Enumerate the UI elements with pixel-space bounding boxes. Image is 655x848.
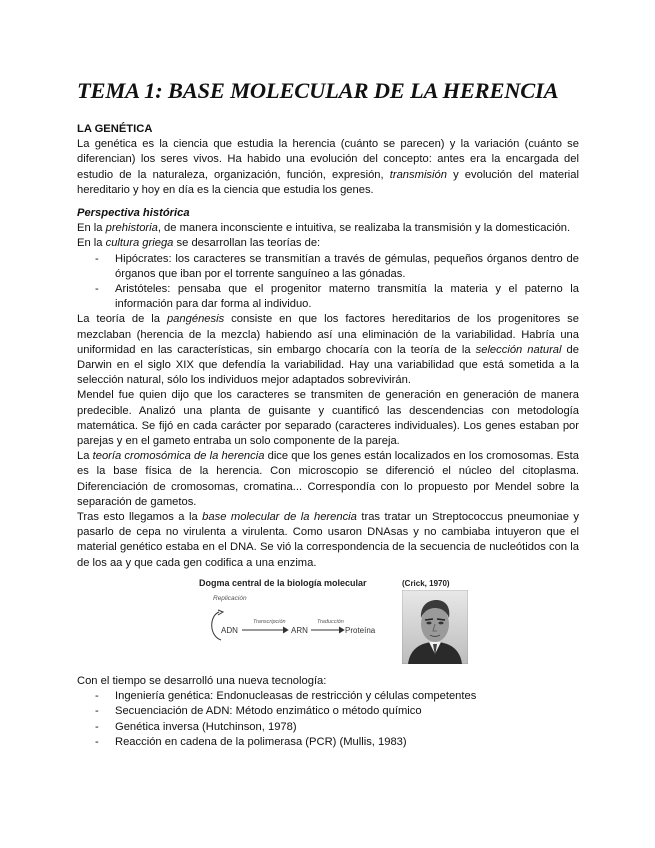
list-item-text: Hipócrates: los caracteres se transmitían a través de gémulas, pequeños órganos dentro de órganos que iban por el torrente sanguíneo a las gónadas. — [115, 252, 579, 280]
adn-label: ADN — [221, 625, 238, 635]
text-run: En la — [77, 222, 106, 235]
section-heading-perspectiva: Perspectiva histórica — [77, 207, 190, 220]
text-run: y evolución del material hereditario y hoy en día es la ciencia que estudia los genes. — [77, 168, 580, 196]
text-run: En la — [77, 237, 106, 250]
figure-title: Dogma central de la biología molecular — [199, 577, 367, 588]
list-item-text: Aristóteles: pensaba que el progenitor materno transmitía la materia y el paterno la información para dar forma al individuo. — [115, 283, 579, 311]
arn-label: ARN — [291, 625, 308, 635]
section-heading-genetica: LA GENÉTICA — [77, 123, 153, 135]
paragraph-genetica — [77, 137, 579, 198]
replication-label: Replicación — [213, 594, 247, 602]
list-item — [77, 704, 579, 719]
dash-bullet: - — [95, 252, 99, 265]
transcription-arrowhead — [283, 627, 288, 633]
text-run: dice que los genes están localizados en los cromosomas. Esta es la base física de la herencia. Con microscopio se diferenció el núcleo del citoplasma. Diferenciación de cromosomas, cromatina... Correspondía con lo propuesto por Mendel sobre la separación de gametos. — [77, 450, 579, 508]
paragraph-teoria-cromosomica — [77, 449, 579, 510]
document-title: TEMA 1: BASE MOLECULAR DE LA HERENCIA — [77, 78, 559, 103]
central-dogma-figure — [77, 576, 579, 666]
central-dogma-diagram — [209, 592, 379, 652]
figure-citation: (Crick, 1970) — [402, 578, 450, 588]
translation-label: Traducción — [317, 618, 344, 625]
translation-arrowhead — [339, 627, 344, 633]
text-run: La genética es la ciencia que estudia la herencia (cuánto se parecen) y la variación (cuánto se diferencian) los seres vivos. Ha habido una evolución del concepto: antes era la encargada del estudio de la naturaleza, organización, función, expresión, — [77, 138, 579, 181]
list-item — [77, 689, 579, 704]
text-run: , de manera inconsciente e intuitiva, se realizaba la transmisión y la domesticación. — [157, 222, 571, 235]
list-item — [77, 252, 579, 282]
text-run: de Darwin en el siglo XIX que defendía la variabilidad. Hay una variabilidad que está sometida a la selección natural, sólo los individuos mejor adaptados sobrevivirán. — [77, 343, 579, 387]
dash-bullet: - — [95, 283, 99, 296]
paragraph-prehistoria — [77, 221, 579, 236]
paragraph-pangenesis — [77, 312, 579, 388]
list-item-text: Reacción en cadena de la polimerasa (PCR) (Mullis, 1983) — [115, 735, 407, 748]
emphasis-run: selección natural — [475, 343, 562, 356]
text-run: La — [77, 450, 93, 463]
replication-loop-arrow — [212, 612, 221, 640]
emphasis-run: teoría cromosómica de la herencia — [92, 450, 265, 463]
dash-bullet: - — [95, 720, 99, 733]
text-run: se desarrollan las teorías de: — [173, 237, 321, 250]
text-run: tras tratar un Streptococcus pneumoniae y pasarlo de cepa no virulenta a virulenta. Como usaron DNAsas y no cambiaba intuyeron que el material genético estaba en el DNA. Se vió la correspondencia de la secuencia de nucleótidos con la de los aa y que cada gen codifica a una enzima. — [77, 511, 579, 569]
list-item — [77, 720, 579, 735]
emphasis-run: pangénesis — [166, 313, 225, 326]
list-technologies — [77, 689, 579, 750]
list-item-text: Ingeniería genética: Endonucleasas de restricción y células competentes — [115, 690, 477, 703]
text-run: consiste en que los factores hereditarios de los progenitores se mezclaban (herencia de la mezcla) habiendo así una eliminación de la variabilidad. Habría una uniformidad en las características, sin embargo chocaría con la teoría de la — [77, 313, 579, 356]
list-greek-theories — [77, 252, 579, 313]
crick-portrait-image — [402, 590, 468, 664]
paragraph-cultura-griega — [77, 236, 579, 251]
text-run: Tras esto llegamos a la — [77, 511, 203, 524]
transcription-label: Transcripción — [253, 618, 286, 625]
emphasis-run: base molecular de la herencia — [202, 511, 357, 524]
paragraph-tecnologia: Con el tiempo se desarrolló una nueva tecnología: — [77, 674, 327, 687]
text-run: La teoría de la — [77, 313, 167, 326]
list-item — [77, 282, 579, 312]
dash-bullet: - — [95, 690, 99, 703]
list-item-text: Genética inversa (Hutchinson, 1978) — [115, 720, 297, 733]
document-page — [77, 78, 579, 750]
emphasis-run: cultura griega — [105, 237, 174, 250]
protein-label: Proteína — [345, 625, 376, 635]
paragraph-base-molecular — [77, 510, 579, 571]
emphasis-run: prehistoria — [105, 222, 158, 235]
paragraph-mendel: Mendel fue quien dijo que los caracteres se transmiten de generación en generación de manera predecible. Analizó una planta de guisante y cuantificó las descendencias con metodología matemática. Se fijó en cada carácter por separado (caracteres individuales). Los genes estaban por parejas y en el gameto entraba un solo componente de la pareja. — [77, 389, 579, 448]
dash-bullet: - — [95, 735, 99, 748]
list-item — [77, 735, 579, 750]
emphasis-run: transmisión — [389, 168, 447, 181]
list-item-text: Secuenciación de ADN: Método enzimático o método químico — [115, 705, 422, 718]
dash-bullet: - — [95, 705, 99, 718]
